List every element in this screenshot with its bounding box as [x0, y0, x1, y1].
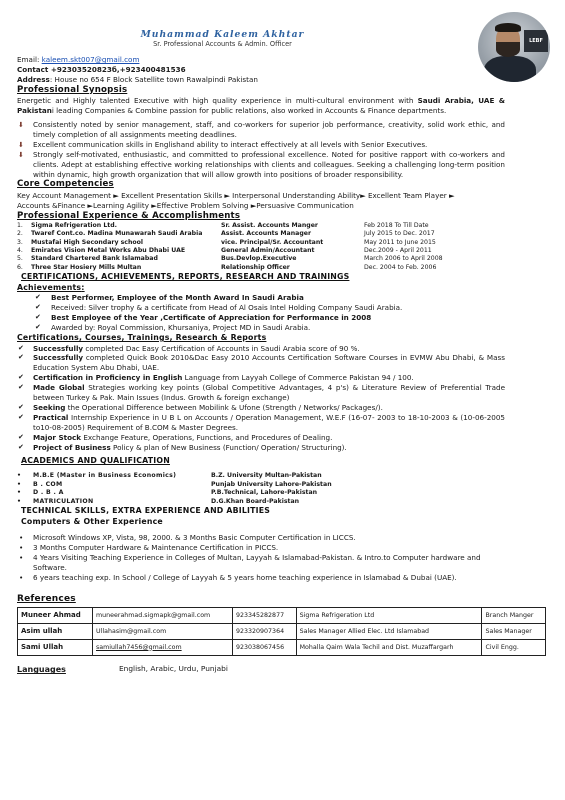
course-text: Policy & plan of New Business (Function/ Operation/ Structuring). [110, 442, 347, 452]
skill-text: 3 Months Computer Hardware & Maintenance Certification in PICCS. [33, 543, 279, 553]
technical-list [17, 533, 505, 583]
synopsis-heading: Professional Synopsis [17, 84, 128, 95]
email-line [17, 55, 505, 65]
reference-company: Mohalla Qaim Wala Techil and Dist. Muzaffargarh [296, 640, 482, 656]
list-item [17, 443, 505, 453]
reference-company: Sales Manager Allied Elec. Ltd Islamabad [296, 624, 482, 640]
photo-hair [495, 23, 521, 32]
bullet-text: Consistently noted by senior management, staff, and co-workers for superior job performance, creativity, solid work ethic, and timely completion of all assignments meeting deadlines. [33, 119, 505, 139]
company-name: Mustafai High Secondary school [31, 238, 144, 246]
achievement-text: Best Employee of the Year ,Certificate of Appreciation for Performance in 2008 [51, 313, 372, 323]
bullet-icon: • [17, 489, 21, 497]
course-text: Language from Layyah College of Commerce Pakistan 94 / 100. [182, 373, 414, 383]
list-item [17, 413, 505, 433]
synopsis-text-1: Energetic and Highly talented Executive with high quality experience in multi-cultural environment with [17, 95, 418, 105]
synopsis-paragraph [17, 96, 505, 116]
job-dates: Dec. 2004 to Feb. 2006 [364, 263, 437, 271]
table-row [17, 472, 505, 480]
table-row [18, 640, 546, 656]
check-icon: ✔ [35, 323, 41, 332]
check-icon: ✔ [18, 353, 24, 362]
table-row [17, 498, 505, 506]
reference-name: Muneer Ahmad [18, 608, 93, 624]
bullet-icon: • [17, 480, 21, 488]
row-number: 4. [17, 246, 23, 254]
candidate-title: Sr. Professional Accounts & Admin. Officer [153, 40, 292, 48]
experience-table [17, 222, 505, 273]
arrow-bullet-icon: ⬇ [18, 140, 24, 149]
email-label: Email: [17, 55, 42, 64]
list-item [17, 150, 505, 180]
bullet-icon: • [19, 543, 24, 553]
course-lead: Project of Business [33, 442, 111, 452]
photo-banner: LEBF [524, 30, 548, 52]
course-lead: Successfully [33, 343, 84, 353]
bullet-text: Excellent communication skills in Englishand ability to interact effectively at all levels with Senior Executives. [33, 139, 428, 149]
list-item [17, 323, 505, 333]
course-lead: Seeking [33, 403, 66, 413]
references-table [17, 607, 546, 656]
company-name: Twaref Cont.co. Madina Munawarah Saudi Arabia [31, 230, 203, 238]
list-item [17, 293, 505, 303]
achievements-heading: Achievements: [17, 282, 85, 292]
bullet-text: Strongly self-motivated, enthusiastic, and committed to professional excellence. Noted for positive rapport with co-workers and clients. Adept at establishing effective working relationships with clients and colleagues. Seeking a challenging long-term position within dynamic, high growth organization that will allow growth into positions of broader responsibility. [33, 149, 505, 179]
arrow-bullet-icon: ⬇ [18, 150, 24, 159]
list-item [17, 303, 505, 313]
list-item [17, 120, 505, 140]
check-icon: ✔ [18, 442, 24, 451]
bullet-icon: • [19, 533, 24, 543]
check-icon: ✔ [35, 313, 41, 322]
check-icon: ✔ [18, 403, 24, 412]
languages-label: Languages [17, 665, 66, 675]
list-item [17, 373, 505, 383]
list-item [17, 533, 505, 543]
technical-heading: TECHNICAL SKILLS, EXTRA EXPERIENCE AND ABILITIES [21, 506, 271, 516]
list-item [17, 553, 505, 573]
list-item [17, 383, 505, 403]
reference-role: Civil Engg. [482, 640, 546, 656]
course-text: Internship Experience in U B L on Accounts / Operation Management, W.E.F (16-07- 2003 to 18-10-2003 & (10-06-2005 to10-08-2005) Requirement of B.COM & Master Degrees. [33, 413, 505, 433]
row-number: 2. [17, 230, 23, 238]
skill-text: Microsoft Windows XP, Vista, 98, 2000. & 3 Months Basic Computer Certification in LICCS. [33, 533, 356, 543]
competencies-line-1: Key Account Management ► Excellent Presentation Skills ► Interpersonal Understanding Ability► Excellent Team Player ► [17, 190, 455, 200]
job-title: Sr. Assist. Accounts Manger [221, 221, 318, 229]
company-name: Three Star Hosiery Mills Multan [31, 263, 142, 271]
languages-row [17, 664, 505, 675]
reference-name: Sami Ullah [18, 640, 93, 656]
achievements-list [17, 293, 505, 333]
job-title: Relationship Officer [221, 263, 290, 271]
check-icon: ✔ [35, 303, 41, 312]
email-link[interactable]: kaleem.skt007@gmail.com [41, 55, 140, 64]
reference-email: samiullah7456@gmail.com [93, 640, 233, 656]
course-text: completed Quick Book 2010&Dac Easy 2010 Accounts Certification Software Courses in EVMW Abu Dhabi, & Mass Education System Abu Dhabi, UAE. [33, 353, 505, 373]
list-item [17, 403, 505, 413]
table-row [17, 239, 505, 247]
courses-heading: Certifications, Courses, Trainings, Research & Reports [17, 333, 267, 343]
course-text: the Operational Difference between Mobilink & Ufone (Strength / Networks/ Packages/). [65, 403, 383, 413]
row-number: 5. [17, 255, 23, 263]
academics-heading: ACADEMICS AND QUALIFICATION [21, 455, 170, 465]
company-name: Emirates Vision Metal Works Abu Dhabi UAE [31, 246, 186, 254]
check-icon: ✔ [18, 413, 24, 422]
course-text: Strategies working key points (Global Competitive Advantages, 4 p's) & Literature Review of Preferential Trade between Turkey & Pak. Main Issues (Indus. Growth & foreign exchange) [33, 383, 505, 403]
course-lead: Successfully [33, 353, 84, 363]
reference-phone: 923345282877 [233, 608, 297, 624]
achievement-text: Awarded by: Royal Commission, Khursaniya, Project MD in Saudi Arabia. [51, 323, 311, 333]
job-title: Bus.Devlop.Executive [221, 255, 297, 263]
degree: D . B . A [33, 489, 64, 497]
check-icon: ✔ [35, 293, 41, 302]
course-lead: Major Stock [33, 432, 82, 442]
row-number: 6. [17, 263, 23, 271]
competencies-line-2: Accounts &Finance ►Learning Agility ►Effective Problem Solving ►Persuasive Communication [17, 200, 354, 210]
bullet-icon: • [19, 572, 24, 582]
competencies-heading: Core Competencies [17, 179, 114, 190]
achievement-text: Best Performer, Employee of the Month Award In Saudi Arabia [51, 293, 304, 303]
languages-value: English, Arabic, Urdu, Punjabi [119, 664, 228, 674]
synopsis-text-2: i leading Companies & Combine passion for public relations, also worked in Accounts & Finance departments. [51, 105, 447, 115]
company-name: Standard Chartered Bank Islamabad [31, 255, 158, 263]
table-row [17, 247, 505, 255]
reference-name: Asim ullah [18, 624, 93, 640]
arrow-bullet-icon: ⬇ [18, 120, 24, 129]
resume-content [17, 55, 534, 675]
reference-phone: 923038067456 [233, 640, 297, 656]
company-name: Sigma Refrigeration Ltd. [31, 221, 118, 229]
reference-phone: 923320907364 [233, 624, 297, 640]
list-item [17, 353, 505, 373]
skill-text: 6 years teaching exp. In School / College of Layyah & 5 years home teaching experience in Islamabad & Dubai (UAE). [33, 572, 457, 582]
institution: Punjab University Lahore-Pakistan [211, 480, 332, 488]
table-row [17, 489, 505, 497]
bullet-icon: • [17, 472, 21, 480]
job-dates: May 2011 to June 2015 [364, 238, 436, 246]
job-title: General Admin/Accountant [221, 246, 315, 254]
candidate-name: Muhammad Kaleem Akhtar [140, 29, 305, 40]
achievements-heading-text: Achievements [17, 282, 82, 292]
list-item [17, 313, 505, 323]
job-title: vice. Principal/Sr. Accountant [221, 238, 324, 246]
contact-line: Contact +92303520823б,+923400481536 [17, 64, 186, 74]
course-text: completed Dac Easy Certification of Accounts in Saudi Arabia score of 90 %. [83, 343, 360, 353]
table-row [18, 624, 546, 640]
list-item [17, 543, 505, 553]
job-dates: March 2006 to April 2008 [364, 255, 443, 263]
check-icon: ✔ [18, 432, 24, 441]
reference-role: Branch Manger [482, 608, 546, 624]
job-dates: July 2015 to Dec. 2017 [364, 230, 435, 238]
certifications-heading: CERTIFICATIONS, ACHIEVEMENTS, REPORTS, RESEARCH AND TRAININGS [21, 272, 350, 282]
references-heading: References [17, 593, 76, 604]
address-line [17, 75, 505, 85]
list-item [17, 344, 505, 354]
degree: MATRICULATION [33, 497, 94, 505]
reference-role: Sales Manager [482, 624, 546, 640]
address-label: Address [17, 74, 50, 84]
reference-company: Sigma Refrigeration Ltd [296, 608, 482, 624]
course-lead: Made Global [33, 383, 85, 393]
address-value: : House no 654 F Block Satellite town Rawalpindi Pakistan [49, 74, 258, 84]
achievement-text: Received: Silver trophy & a certificate from Head of Al Osais Intel Holding Company Saudi Arabia. [51, 303, 403, 313]
check-icon: ✔ [18, 373, 24, 382]
table-row [17, 264, 505, 272]
institution: P.B.Technical, Lahore-Pakistan [211, 489, 318, 497]
bullet-icon: • [19, 552, 24, 562]
table-row [17, 222, 505, 230]
courses-list [17, 344, 505, 453]
check-icon: ✔ [18, 383, 24, 392]
degree: B . COM [33, 480, 63, 488]
job-title: Assist. Accounts Manager [221, 230, 311, 238]
institution: B.Z. University Multan-Pakistan [211, 472, 322, 480]
reference-email: muneerahmad.sigmapk@gmail.com [93, 608, 233, 624]
check-icon: ✔ [18, 343, 24, 352]
synopsis-bullets [17, 120, 505, 180]
job-dates: Dec.2009 - April 2011 [364, 246, 432, 254]
experience-heading: Professional Experience & Accomplishments [17, 210, 241, 221]
course-lead: Practical [33, 413, 69, 423]
job-dates: Feb 2018 To Till Date [364, 221, 429, 229]
academics-table [17, 472, 505, 506]
list-item [17, 140, 505, 150]
table-row [18, 608, 546, 624]
table-row [17, 230, 505, 238]
course-text: Exchange Feature, Operations, Functions, and Procedures of Dealing. [81, 432, 333, 442]
row-number: 3. [17, 238, 23, 246]
technical-subheading: Computers & Other Experience [21, 516, 163, 526]
row-number: 1. [17, 221, 23, 229]
synopsis-regions: Saudi Arabia, UAE & Pakistan [17, 95, 506, 115]
institution: D.G.Khan Board-Pakistan [211, 497, 300, 505]
reference-email: Ullahasim@gmail.com [93, 624, 233, 640]
bullet-icon: • [17, 497, 21, 505]
degree: M.B.E (Master in Business Economics) [33, 472, 177, 480]
course-lead: Certification in Proficiency in English [33, 373, 183, 383]
table-row [17, 255, 505, 263]
list-item [17, 433, 505, 443]
table-row [17, 481, 505, 489]
list-item [17, 573, 505, 583]
skill-text: 4 Years Visiting Teaching Experience in Colleges of Multan, Layyah & Islamabad-Pakistan. & Intro.to Computer hardware and Software. [33, 552, 481, 572]
